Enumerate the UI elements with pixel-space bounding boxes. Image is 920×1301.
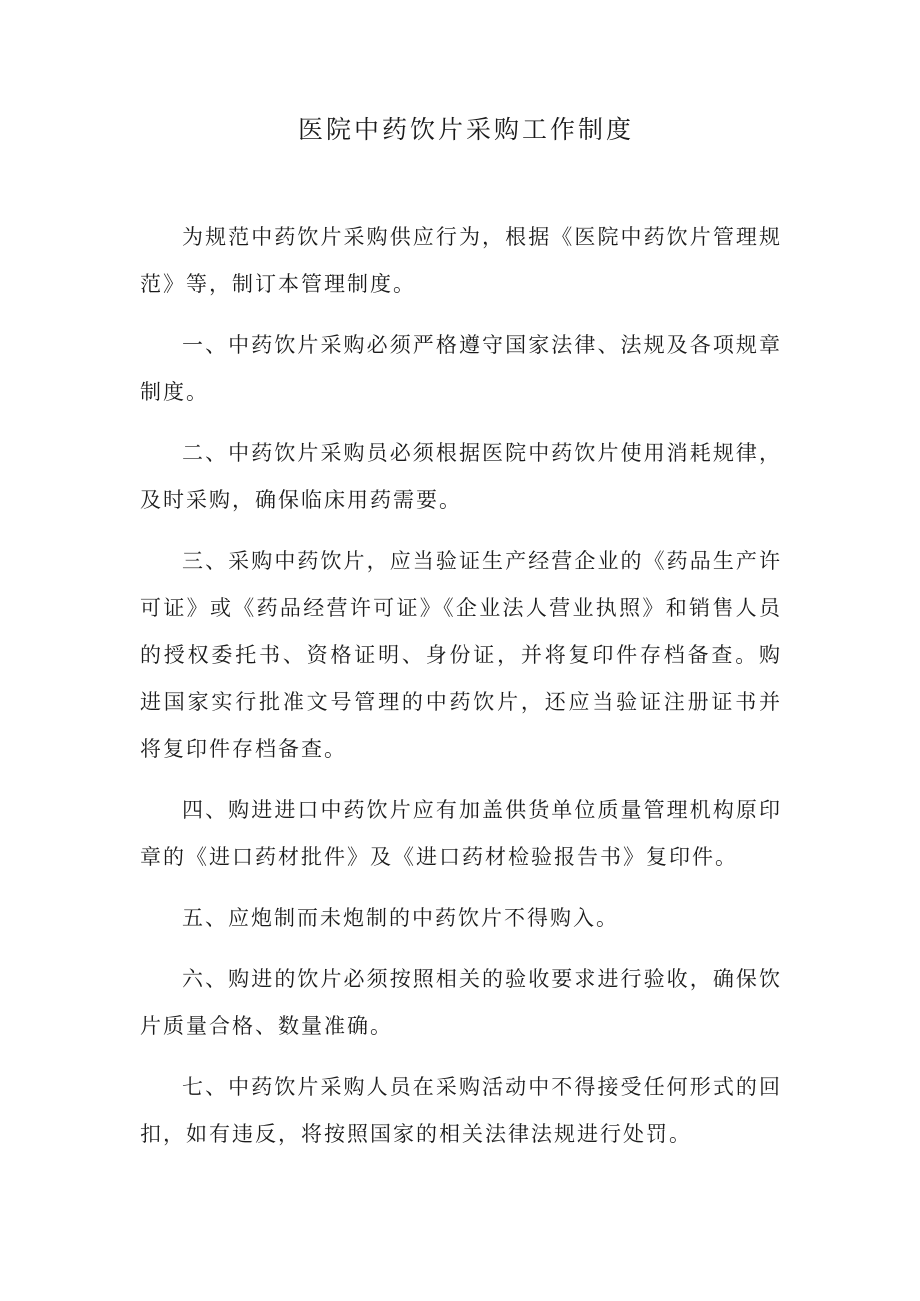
paragraph-clause-2: 二、中药饮片采购员必须根据医院中药饮片使用消耗规律，及时采购，确保临床用药需要。	[140, 441, 782, 512]
paragraph-clause-6: 六、购进的饮片必须按照相关的验收要求进行验收，确保饮片质量合格、数量准确。	[140, 967, 782, 1038]
document-body	[140, 214, 782, 1158]
paragraph-clause-7: 七、中药饮片采购人员在采购活动中不得接受任何形式的回扣，如有违反，将按照国家的相关法律法规进行处罚。	[140, 1075, 782, 1146]
paragraph-clause-1: 一、中药饮片采购必须严格遵守国家法律、法规及各项规章制度。	[140, 333, 782, 404]
document-title: 医院中药饮片采购工作制度	[297, 115, 634, 144]
paragraph-clause-3: 三、采购中药饮片，应当验证生产经营企业的《药品生产许可证》或《药品经营许可证》《企业法人营业执照》和销售人员的授权委托书、资格证明、身份证，并将复印件存档备查。购进国家实行批准文号管理的中药饮片，还应当验证注册证书并将复印件存档备查。	[140, 549, 782, 761]
paragraph-clause-5: 五、应炮制而未炮制的中药饮片不得购入。	[182, 906, 619, 930]
paragraph-clause-4: 四、购进进口中药饮片应有加盖供货单位质量管理机构原印章的《进口药材批件》及《进口药材检验报告书》复印件。	[140, 798, 782, 869]
paragraph-intro: 为规范中药饮片采购供应行为，根据《医院中药饮片管理规范》等，制订本管理制度。	[140, 225, 782, 296]
